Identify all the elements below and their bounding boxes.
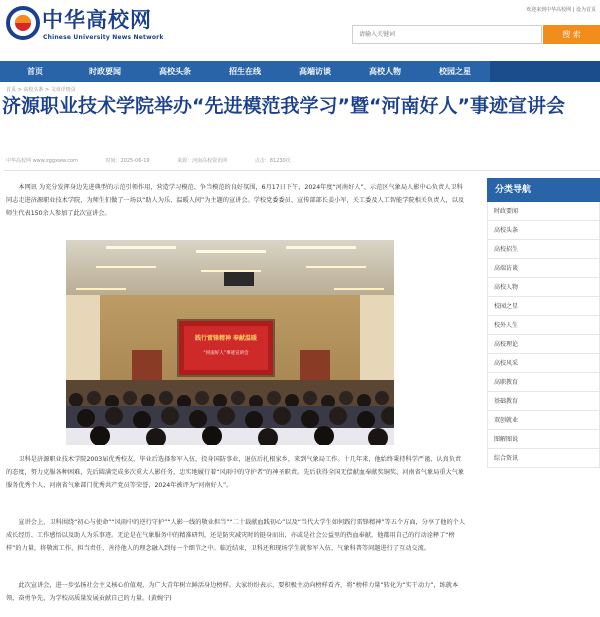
sidebar-item-general[interactable]: 综合资讯 bbox=[487, 449, 600, 468]
main-nav-items bbox=[0, 61, 490, 82]
meta-source: 中华高校网 www.zggxww.com bbox=[6, 158, 78, 164]
article-paragraph-intro: 本网讯 为充分发挥身边先进典型的示范引领作用，营造学习模范、争当模范的良好氛围，6月17日下午，2024年度“河南好人”、示范区气象局人影中心负责人卫科同志走进济源职业技术学院，为师生们做了一场以“助人为乐、温暖人间”为主题的宣讲会。学校党委委员、宣传部部长姜小军，关工委及人工智能学院相关负责人，以及师生代表150余人参加了此次宣讲会。 bbox=[6, 184, 465, 217]
event-photo bbox=[66, 240, 394, 445]
event-photo-drawing bbox=[66, 240, 394, 445]
sidebar-title: 分类导航 bbox=[487, 178, 600, 202]
nav-item-home[interactable]: 首页 bbox=[27, 67, 43, 76]
banner-line-2: “河南好人”事迹宣讲会 bbox=[203, 351, 249, 356]
nav-item-admissions[interactable]: 招生在线 bbox=[229, 67, 261, 76]
nav-item-stars[interactable]: 校园之星 bbox=[439, 67, 471, 76]
sidebar-item-headlines[interactable]: 高校头条 bbox=[487, 221, 600, 240]
sidebar-item-politics[interactable]: 时政要闻 bbox=[487, 202, 600, 221]
sidebar-item-interviews[interactable]: 高端访谈 bbox=[487, 259, 600, 278]
divider bbox=[4, 170, 600, 171]
sidebar-item-theory[interactable]: 高校理论 bbox=[487, 335, 600, 354]
meta-time: 时间：2025-06-19 bbox=[105, 158, 150, 164]
search-input[interactable] bbox=[352, 25, 542, 44]
search-button[interactable]: 搜 索 bbox=[543, 25, 600, 44]
article-meta bbox=[6, 157, 317, 164]
nav-item-headlines[interactable]: 高校头条 bbox=[159, 67, 191, 76]
sidebar-item-style[interactable]: 高校风采 bbox=[487, 354, 600, 373]
site-logo-english: Chinese University News Network bbox=[43, 34, 164, 41]
article-paragraph-3: 宣讲会上，卫科围绕“初心与使命”“风雨中的逆行守护”“人影一线的敬业担当”“二十载献血践初心”以及“当代大学生如何践行雷锋精神”等五个方面，分享了他的个人成长经历、工作感悟以及助人为乐事迹。无论是在气象服务中的精准研判，还是防灾减灾时的挺身而出，亦或是社会公益里的热血奉献，他都用自己的行动诠释了“榜样”的力量，将敬寓工作、担当责任、善待他人的理念融入到每一个细节之中。临近结束，卫科还和现场学生就参军入伍、气象科普等问题进行了互动交流。 bbox=[6, 519, 466, 552]
sidebar-item-vocational[interactable]: 高职教育 bbox=[487, 373, 600, 392]
meta-views: 点击：81230次 bbox=[254, 158, 291, 164]
site-header bbox=[0, 0, 600, 60]
nav-item-people[interactable]: 高校人物 bbox=[369, 67, 401, 76]
banner-line-1: 践行雷锋精神 奉献温暖 bbox=[194, 335, 258, 342]
sidebar-item-basic-edu[interactable]: 基础教育 bbox=[487, 392, 600, 411]
site-logo-icon[interactable] bbox=[6, 6, 40, 40]
site-logo-text[interactable]: 中华高校网 bbox=[42, 7, 152, 32]
nav-item-interviews[interactable]: 高端访谈 bbox=[299, 67, 331, 76]
sidebar-item-employment[interactable]: 双创就业 bbox=[487, 411, 600, 430]
page-title: 济源职业技术学院举办“先进模范我学习”暨“河南好人”事迹宣讲会 bbox=[2, 95, 565, 117]
sidebar-item-off-campus[interactable]: 校外人生 bbox=[487, 316, 600, 335]
nav-item-politics[interactable]: 时政要闻 bbox=[89, 67, 121, 76]
sidebar-item-stars[interactable]: 校园之星 bbox=[487, 297, 600, 316]
sidebar-item-graphics[interactable]: 图解图说 bbox=[487, 430, 600, 449]
article-paragraph-2: 卫科是济源职业技术学院2003届优秀校友，毕业后选择参军入伍，投身国防事业，退伍后扎根家乡，来到气象局工作。十几年来，他始终秉持科学严谨、认真负责的态度，努力克服各种困难，先后圆满完成多次重大人影任务，忠实地履行着“风雨中的守护者”的神圣职责。先后获得全国无偿献血奉献奖铜奖、河南省气象局重大气象服务优秀个人、河南省气象部门优秀共产党员等荣誉，2024年被评为“河南好人”。 bbox=[6, 456, 465, 489]
breadcrumb[interactable]: 首页 > 高校头条 > 文章详情页 bbox=[6, 87, 76, 93]
meta-origin: 来源：河南高校资讯网 bbox=[177, 158, 228, 164]
sidebar-item-admissions[interactable]: 高校招生 bbox=[487, 240, 600, 259]
main-nav bbox=[0, 61, 600, 82]
category-sidebar bbox=[487, 178, 600, 468]
top-links[interactable]: 欢迎来到中华高校网 | 设为首页 bbox=[526, 7, 596, 13]
sidebar-item-people[interactable]: 高校人物 bbox=[487, 278, 600, 297]
article-paragraph-4: 此次宣讲会，进一步弘扬社会主义核心价值观，为广大青年树立鲜活身边榜样。大家纷纷表示，要积极主动向榜样看齐，将“榜样力量”转化为“实干动力”，练就本领，奋勇争先，为学校高质量发展贡献自己的力量。(黄婉宁) bbox=[6, 582, 459, 602]
